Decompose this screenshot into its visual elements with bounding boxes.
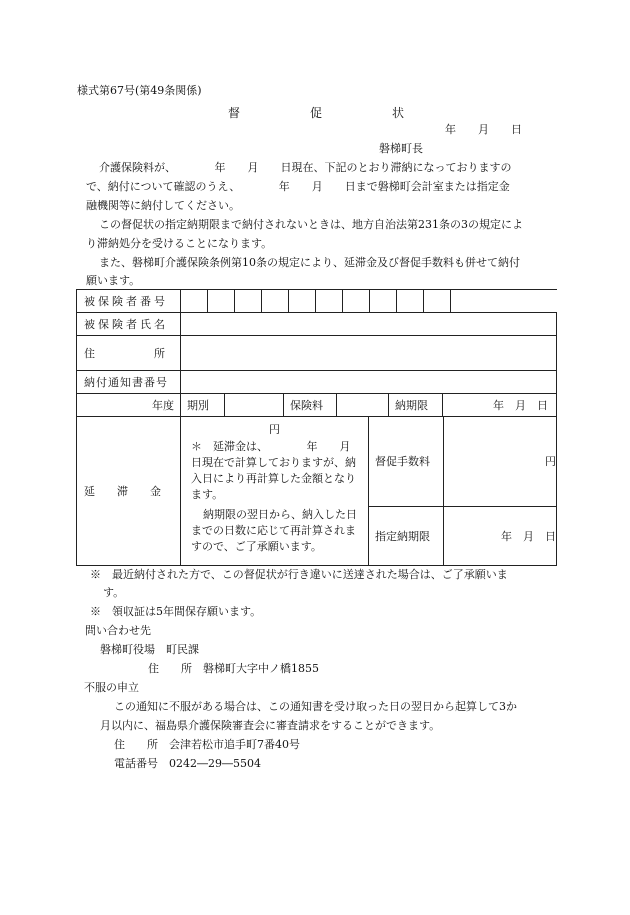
premium-value[interactable] [337,394,389,416]
digit-box[interactable] [235,290,262,312]
body-p1-line1: 介護保険料が、 年 月 日現在、下記のとおり滞納になっておりますの [99,161,512,174]
address-value[interactable] [181,336,557,371]
issuer-name: 磐梯町長 [379,142,423,155]
digit-box[interactable] [316,290,343,312]
appeal-heading: 不服の申立 [84,681,139,694]
insured-number-label: 被保険者番号 [77,290,181,313]
contact-address: 住 所 磐梯町大字中ノ橋1855 [148,662,319,675]
body-p1-line3: 融機関等に納付してください。 [86,199,240,212]
premium-label: 保険料 [284,394,337,416]
contact-office: 磐梯町役場 町民課 [100,643,199,656]
title-char-3: 状 [392,106,405,120]
fiscal-row [77,394,557,417]
late-fee-note-2: 納期限の翌日から、納入した日までの日数に応じて再計算されますので、ご了承願います。 [191,508,357,553]
period-value[interactable] [225,394,284,416]
title-char-1: 督 [228,106,241,120]
body-p1-line2: で、納付について確認のうえ、 年 月 日まで磐梯町会計室または指定金 [86,180,510,193]
digit-box[interactable] [208,290,235,312]
appeal-address: 住 所 会津若松市追手町7番40号 [114,738,300,751]
late-fee-row [77,417,557,507]
period-label: 期別 [181,394,225,416]
form-number: 様式第67号(第49条関係) [77,84,202,97]
designated-due-label: 指定納期限 [369,506,444,565]
title-char-2: 促 [310,106,323,120]
notice-number-value[interactable] [181,371,557,394]
insured-name-value[interactable] [181,313,557,336]
insured-name-label: 被保険者氏名 [77,313,181,336]
body-p2-line1: この督促状の指定納期限まで納付されないときは、地方自治法第231条の3の規定によ [99,218,523,231]
appeal-line2: 月以内に、福島県介護保険審査会に審査請求をすることができます。 [100,719,441,732]
digit-box[interactable] [397,290,424,312]
note-2: ※ 領収証は5年間保存願います。 [90,605,262,618]
digit-box[interactable] [181,290,208,312]
digit-box[interactable] [262,290,289,312]
late-fee-label: 延 滞 金 [77,417,181,566]
address-label: 住 所 [77,336,181,371]
appeal-phone: 電話番号 0242―29―5504 [114,757,261,770]
late-fee-cell [181,417,373,566]
designated-due-date[interactable]: 年 月 日 [444,506,557,565]
body-p3-line1: また、磐梯町介護保険条例第10条の規定により、延滞金及び督促手数料も併せて納付 [99,256,520,269]
note-1-line2: す。 [103,586,125,599]
digit-box[interactable] [370,290,397,312]
body-p3-line2: 願います。 [86,274,141,287]
address-row [77,336,557,371]
due-label: 納期限 [389,394,443,416]
body-p2-line2: り滞納処分を受けることになります。 [86,237,273,250]
appeal-line1: この通知に不服がある場合は、この通知書を受け取った日の翌日から起算して3か [114,700,517,713]
digit-box[interactable] [289,290,316,312]
note-1-line1: ※ 最近納付された方で、この督促状が行き違いに送達された場合は、ご了承願いま [90,568,508,581]
reminder-fee-yen[interactable]: 円 [444,417,557,507]
fiscal-year-label: 年度 [77,394,181,417]
reminder-fee-label: 督促手数料 [369,417,444,507]
due-date[interactable]: 年 月 日 [493,399,549,412]
insured-number-row [77,290,557,313]
reminder-table [76,289,557,566]
late-fee-note-1: ＊ 延滞金は、 年 月 日現在で計算しておりますが、納入日により再計算した金額となります。 [191,440,373,501]
late-fee-yen: 円 [269,423,280,436]
contact-heading: 問い合わせ先 [85,624,151,637]
digit-box[interactable] [343,290,370,312]
digit-box[interactable] [424,290,451,312]
fiscal-row-cells [181,394,557,417]
issue-date: 年 月 日 [445,123,522,136]
insured-name-row [77,313,557,336]
notice-number-label: 納付通知書番号 [77,371,181,394]
notice-number-row [77,371,557,394]
insured-number-cells[interactable] [181,290,557,313]
